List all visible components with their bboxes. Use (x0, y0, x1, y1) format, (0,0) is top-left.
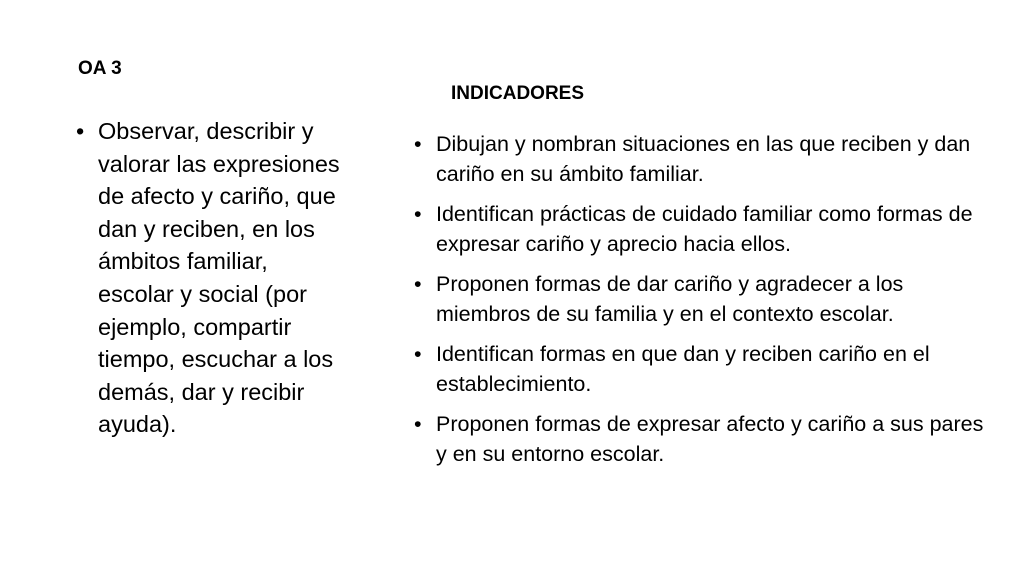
indicator-item (414, 339, 984, 399)
indicator-item (414, 199, 984, 259)
indicator-item (414, 409, 984, 469)
indicator-text: Dibujan y nombran situaciones en las que reciben y dan cariño en su ámbito familiar. (436, 132, 971, 186)
indicators-title: INDICADORES (451, 83, 585, 104)
indicator-text: Proponen formas de dar cariño y agradecer a los miembros de su familia y en el contexto escolar. (436, 272, 904, 326)
indicator-text: Proponen formas de expresar afecto y cariño a sus pares y en su entorno escolar. (436, 412, 984, 466)
objective-list (76, 115, 346, 441)
indicator-text: Identifican formas en que dan y reciben cariño en el establecimiento. (436, 342, 930, 396)
objective-item (76, 115, 346, 441)
bullet-icon: • (76, 118, 85, 144)
bullet-icon: • (414, 132, 422, 156)
indicator-item (414, 129, 984, 189)
indicator-item (414, 269, 984, 329)
objective-text: Observar, describir y valorar las expresiones de afecto y cariño, que dan y reciben, en los ámbitos familiar, escolar y social (por ejemplo, compartir tiempo, escuchar a los demás, dar y recibir ayuda). (98, 118, 340, 438)
indicators-list (414, 129, 984, 479)
bullet-icon: • (414, 342, 422, 366)
indicator-text: Identifican prácticas de cuidado familiar como formas de expresar cariño y aprecio hacia ellos. (436, 202, 973, 256)
bullet-icon: • (414, 272, 422, 296)
bullet-icon: • (414, 202, 422, 226)
bullet-icon: • (414, 412, 422, 436)
oa-title: OA 3 (78, 58, 122, 79)
